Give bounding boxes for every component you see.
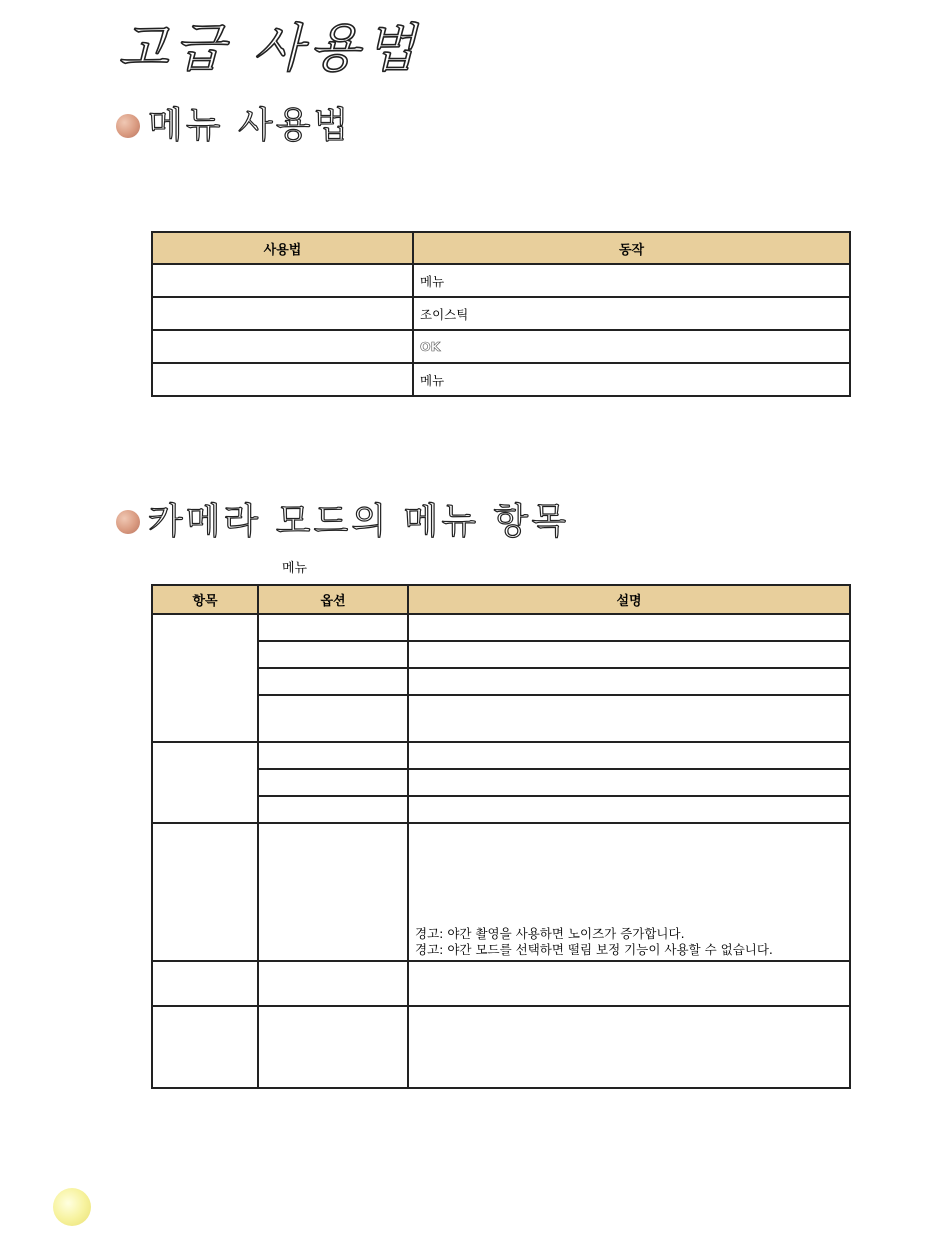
table-cell: [152, 330, 413, 363]
table-row: [152, 1006, 850, 1088]
section-title-text: 카메라 모드의 메뉴 항목: [148, 501, 570, 542]
table-row: [152, 614, 850, 641]
table-cell-description: [408, 641, 850, 668]
warning-text: 경고: 야간 모드를 선택하면 떨림 보정 기능이 사용할 수 없습니다.: [415, 942, 773, 957]
table-cell-option: [258, 641, 408, 668]
bullet-icon: [116, 510, 140, 534]
table-cell-item: [152, 823, 258, 961]
table-cell: 조이스틱: [413, 297, 850, 330]
warning-text: 경고: 야간 촬영을 사용하면 노이즈가 증가합니다.: [415, 926, 685, 941]
table-row: [152, 823, 850, 961]
table-row: [152, 363, 850, 396]
table-row: [152, 961, 850, 1006]
column-header-action: 동작: [413, 232, 850, 264]
bullet-icon: [116, 114, 140, 138]
table-cell: [152, 363, 413, 396]
section-title-text: 메뉴 사용법: [148, 105, 352, 146]
table-row: [152, 742, 850, 769]
table-cell: 메뉴: [413, 363, 850, 396]
table-cell: OK: [413, 330, 850, 363]
table-cell-item: [152, 742, 258, 823]
table-cell-option: [258, 614, 408, 641]
table-cell-option: [258, 823, 408, 961]
section-heading-menu-usage: [116, 106, 351, 146]
table-cell-option: [258, 742, 408, 769]
table-cell-option: [258, 1006, 408, 1088]
table-row: [152, 297, 850, 330]
table-cell-option: [258, 796, 408, 823]
table-cell-description: [408, 796, 850, 823]
table-cell: [152, 264, 413, 297]
table-cell-option: [258, 668, 408, 695]
section-heading-camera-menu: [116, 502, 569, 542]
caption: 메뉴: [282, 561, 308, 576]
table-cell-description-warning: [408, 823, 850, 961]
column-header-item: 항목: [152, 585, 258, 614]
table-cell-description: [408, 769, 850, 796]
table-row: [152, 264, 850, 297]
table-cell-option: [258, 961, 408, 1006]
table-cell-item: [152, 1006, 258, 1088]
column-header-option: 옵션: [258, 585, 408, 614]
table-cell-description: [408, 614, 850, 641]
page-number-dot-icon: [53, 1188, 91, 1226]
table-cell-description: [408, 695, 850, 742]
table-row: [152, 330, 850, 363]
table-cell: 메뉴: [413, 264, 850, 297]
table-cell: [152, 297, 413, 330]
table-cell-description: [408, 742, 850, 769]
column-header-usage: 사용법: [152, 232, 413, 264]
table-cell-option: [258, 695, 408, 742]
table-cell-option: [258, 769, 408, 796]
page-title: 고급 사용법: [118, 19, 422, 79]
menu-usage-table: [151, 231, 851, 397]
table-cell-item: [152, 961, 258, 1006]
table-cell-description: [408, 1006, 850, 1088]
table-cell-description: [408, 668, 850, 695]
camera-menu-table: [151, 584, 851, 1089]
table-header-row: [152, 232, 850, 264]
table-header-row: [152, 585, 850, 614]
table-cell-item: [152, 614, 258, 742]
column-header-description: 설명: [408, 585, 850, 614]
table-cell-description: [408, 961, 850, 1006]
